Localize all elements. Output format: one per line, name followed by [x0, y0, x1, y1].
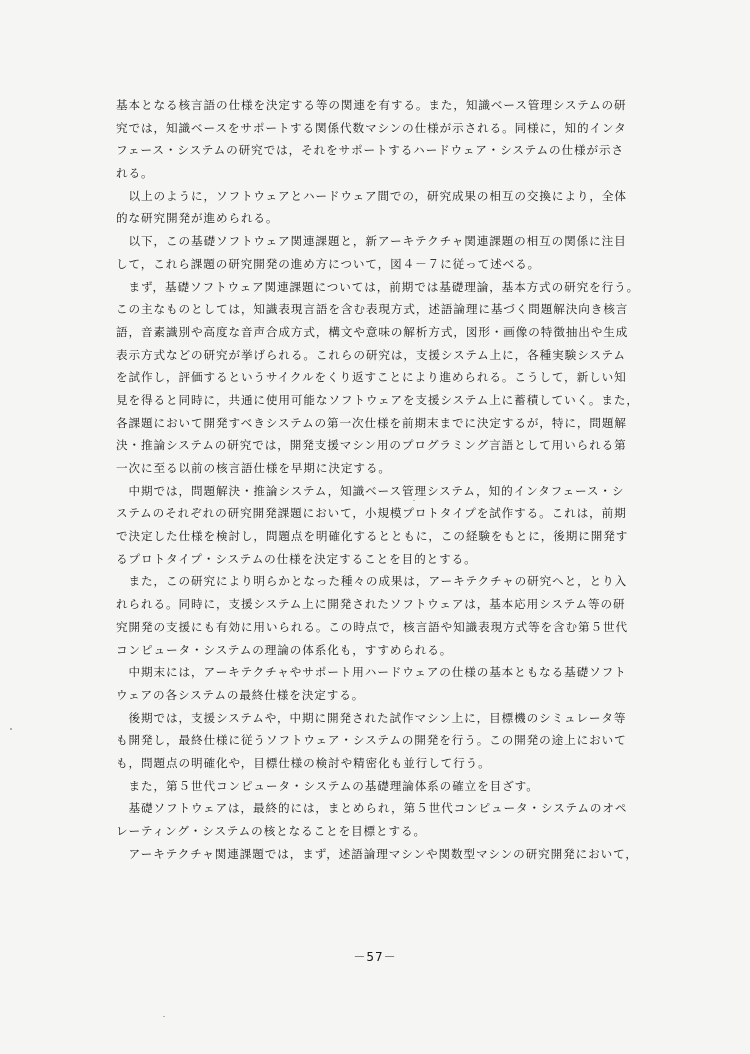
text-line: 語，音素識別や高度な音声合成方式，構文や意味の解析方式，図形・画像の特徴抽出や生成 — [116, 324, 629, 339]
scan-speck — [163, 1016, 165, 1017]
text-line: で決定した仕様を検討し，問題点を明確化するとともに，この経験をもとに，後期に開発す — [116, 529, 629, 544]
text-line: れる。 — [116, 166, 154, 181]
text-line: コンピュータ・システムの理論の体系化も，すすめられる。 — [116, 642, 453, 657]
text-line: 以下，この基礎ソフトウェア関連課題と，新アーキテクチャ関連課題の相互の関係に注目 — [116, 234, 627, 249]
text-line: まず，基礎ソフトウェア関連課題については，前期では基礎理論，基本方式の研究を行う。 — [116, 279, 640, 294]
text-line: れられる。同時に，支援システム上に開発されたソフトウェアは，基本応用システム等の研 — [116, 597, 626, 612]
text-line: アーキテクチャ関連課題では，まず，述語論理マシンや関数型マシンの研究開発において， — [116, 846, 638, 861]
text-line: 中期末には，アーキテクチャやサポート用ハードウェアの仕様の基本ともなる基礎ソフト — [116, 665, 627, 680]
text-line: 見を得ると同時に，共通に使用可能なソフトウェアを支援システム上に蓄積していく。また， — [116, 392, 639, 407]
text-line: フェース・システムの研究では，それをサポートするハードウェア・システムの仕様が示さ — [116, 143, 624, 158]
text-line: 基礎ソフトウェアは，最終的には，まとめられ，第５世代コンピュータ・システムのオペ — [116, 801, 628, 816]
text-line: 表示方式などの研究が挙げられる。これらの研究は，支援システム上に，各種実験システム — [116, 347, 626, 362]
text-line: ステムのそれぞれの研究開発課題において，小規模プロトタイプを試作する。これは，前期 — [116, 506, 627, 521]
text-line: 究開発の支援にも有効に用いられる。この時点で，核言語や知識表現方式等を含む第５世代 — [116, 619, 629, 634]
text-line: も開発し，最終仕様に従うソフトウェア・システムの開発を行う。この開発の途上において — [116, 733, 627, 748]
page-number: －57－ — [353, 950, 397, 964]
text-line: も，問題点の明確化や，目標仕様の検討や精密化も並行して行う。 — [116, 755, 491, 770]
text-line: レーティング・システムの核となることを目標とする。 — [116, 824, 427, 838]
text-line: この主なものとしては，知識表現言語を含む表現方式，述語論理に基づく問題解決向き核言 — [116, 302, 629, 317]
text-line: 以上のように，ソフトウェアとハードウェア間での，研究成果の相互の交換により，全体 — [116, 188, 627, 203]
text-line: 的な研究開発が進められる。 — [116, 211, 279, 226]
text-line: を試作し，評価するというサイクルをくり返すことにより進められる。こうして，新しい知 — [116, 370, 627, 385]
text-line: 究では，知識ベースをサポートする関係代数マシンの仕様が示される。同様に，知的インタ — [116, 120, 627, 135]
scan-speck — [10, 728, 12, 730]
text-line: また，この研究により明らかとなった種々の成果は，アーキテクチャの研究へと，とり入 — [116, 574, 628, 589]
text-line: るプロトタイプ・システムの仕様を決定することを目的とする。 — [116, 551, 477, 566]
text-line: 一次に至る以前の核言語仕様を早期に決定する。 — [116, 461, 391, 475]
text-line: 決・推論システムの研究では，開発支援マシン用のプログラミング言語として用いられる第 — [116, 438, 627, 453]
text-line: 後期では，支援システムや，中期に開発された試作マシン上に，目標機のシミュレータ等 — [116, 710, 627, 725]
scan-speck — [413, 500, 415, 501]
text-line: ウェアの各システムの最終仕様を決定する。 — [116, 687, 365, 702]
body-text — [116, 94, 676, 865]
text-line: 各課題において開発すべきシステムの第一次仕様を前期末までに決定するが，特に，問題解 — [116, 415, 627, 430]
text-line: して，これら課題の研究開発の進め方について，図４－７に従って述べる。 — [116, 256, 541, 271]
text-line: 基本となる核言語の仕様を決定する等の関連を有する。また，知識ベース管理システムの研 — [116, 98, 627, 112]
text-line: 中期では，問題解決・推論システム，知識ベース管理システム，知的インタフェース・シ — [116, 483, 625, 498]
text-line: また，第５世代コンピュータ・システムの基礎理論体系の確立を目ざす。 — [116, 778, 539, 793]
